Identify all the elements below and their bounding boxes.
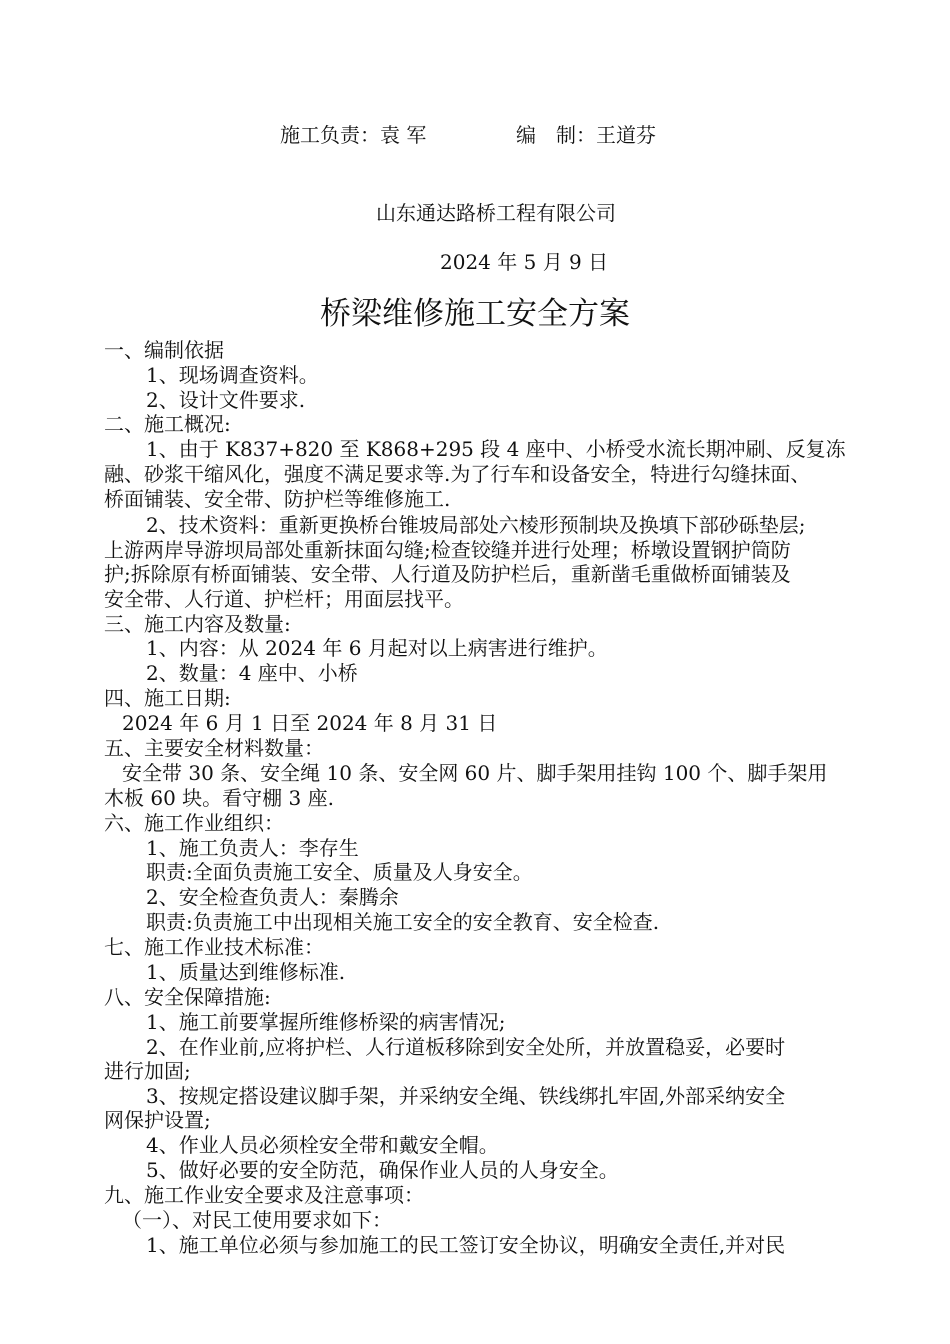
doc-line: 3、按规定搭设建议脚手架，并采纳安全绳、铁线绑扎牢固,外部采纳安全 [146,1084,786,1108]
doc-line: 四、施工日期: [104,686,231,710]
doc-line: 职责:负责施工中出现相关施工安全的安全教育、安全检查. [146,910,660,934]
doc-line: 1、质量达到维修标准. [146,960,346,984]
construction-responsible: 施工负责：袁 军 [280,123,427,147]
doc-line: 二、施工概况: [104,412,231,436]
doc-line: 安全带、人行道、护栏杆；用面层找平。 [104,587,464,611]
compiler: 编 制：王道芬 [516,123,656,147]
doc-line: 三、施工内容及数量: [104,612,291,636]
doc-line: 2024 年 6 月 1 日至 2024 年 8 月 31 日 [122,711,498,735]
doc-line: 八、安全保障措施: [104,985,271,1009]
doc-line: 网保护设置; [104,1108,211,1132]
doc-line: 上游两岸导游坝局部处重新抹面勾缝;检查铰缝并进行处理；桥墩设置钢护筒防 [104,538,791,562]
doc-line: 七、施工作业技术标准： [104,935,324,959]
doc-line: 2、设计文件要求. [146,388,306,412]
doc-line: 2、数量：4 座中、小桥 [146,661,358,685]
doc-line: 1、施工负责人：李存生 [146,836,359,860]
doc-line: 1、施工前要掌握所维修桥梁的病害情况; [146,1010,506,1034]
doc-line: 2、安全检查负责人：秦腾余 [146,885,399,909]
doc-line: 进行加固; [104,1059,191,1083]
doc-line: 桥面铺装、安全带、防护栏等维修施工. [104,487,451,511]
doc-line: 1、内容：从 2024 年 6 月起对以上病害进行维护。 [146,636,608,660]
doc-line: （一）、对民工使用要求如下： [122,1208,392,1232]
doc-line: 4、作业人员必须栓安全带和戴安全帽。 [146,1133,499,1157]
doc-line: 木板 60 块。看守棚 3 座. [104,786,334,810]
doc-line: 5、做好必要的安全防范，确保作业人员的人身安全。 [146,1158,619,1182]
doc-line: 一、编制依据 [104,338,224,362]
document-title: 桥梁维修施工安全方案 [320,296,630,332]
company-name: 山东通达路桥工程有限公司 [376,201,616,225]
doc-line: 安全带 30 条、安全绳 10 条、安全网 60 片、脚手架用挂钩 100 个、脚手架用 [122,761,828,785]
doc-line: 护;拆除原有桥面铺装、安全带、人行道及防护栏后，重新凿毛重做桥面铺装及 [104,562,791,586]
doc-line: 2、在作业前,应将护栏、人行道板移除到安全处所，并放置稳妥，必要时 [146,1035,786,1059]
doc-line: 九、施工作业安全要求及注意事项： [104,1183,424,1207]
doc-line: 职责:全面负责施工安全、质量及人身安全。 [146,860,533,884]
doc-line: 五、主要安全材料数量： [104,736,324,760]
doc-line: 六、施工作业组织： [104,811,284,835]
compiler-line [516,123,656,147]
doc-line: 1、现场调查资料。 [146,363,319,387]
doc-line: 融、砂浆干缩风化，强度不满足要求等.为了行车和设备安全，特进行勾缝抹面、 [104,462,811,486]
doc-line: 1、由于 K837+820 至 K868+295 段 4 座中、小桥受水流长期冲刷、反复冻 [146,437,846,461]
responsible-line [280,123,426,147]
document-date: 2024 年 5 月 9 日 [440,250,609,274]
doc-line: 2、技术资料：重新更换桥台锥坡局部处六棱形预制块及换填下部砂砾垫层; [146,513,806,537]
doc-line: 1、施工单位必须与参加施工的民工签订安全协议，明确安全责任,并对民 [146,1233,786,1257]
